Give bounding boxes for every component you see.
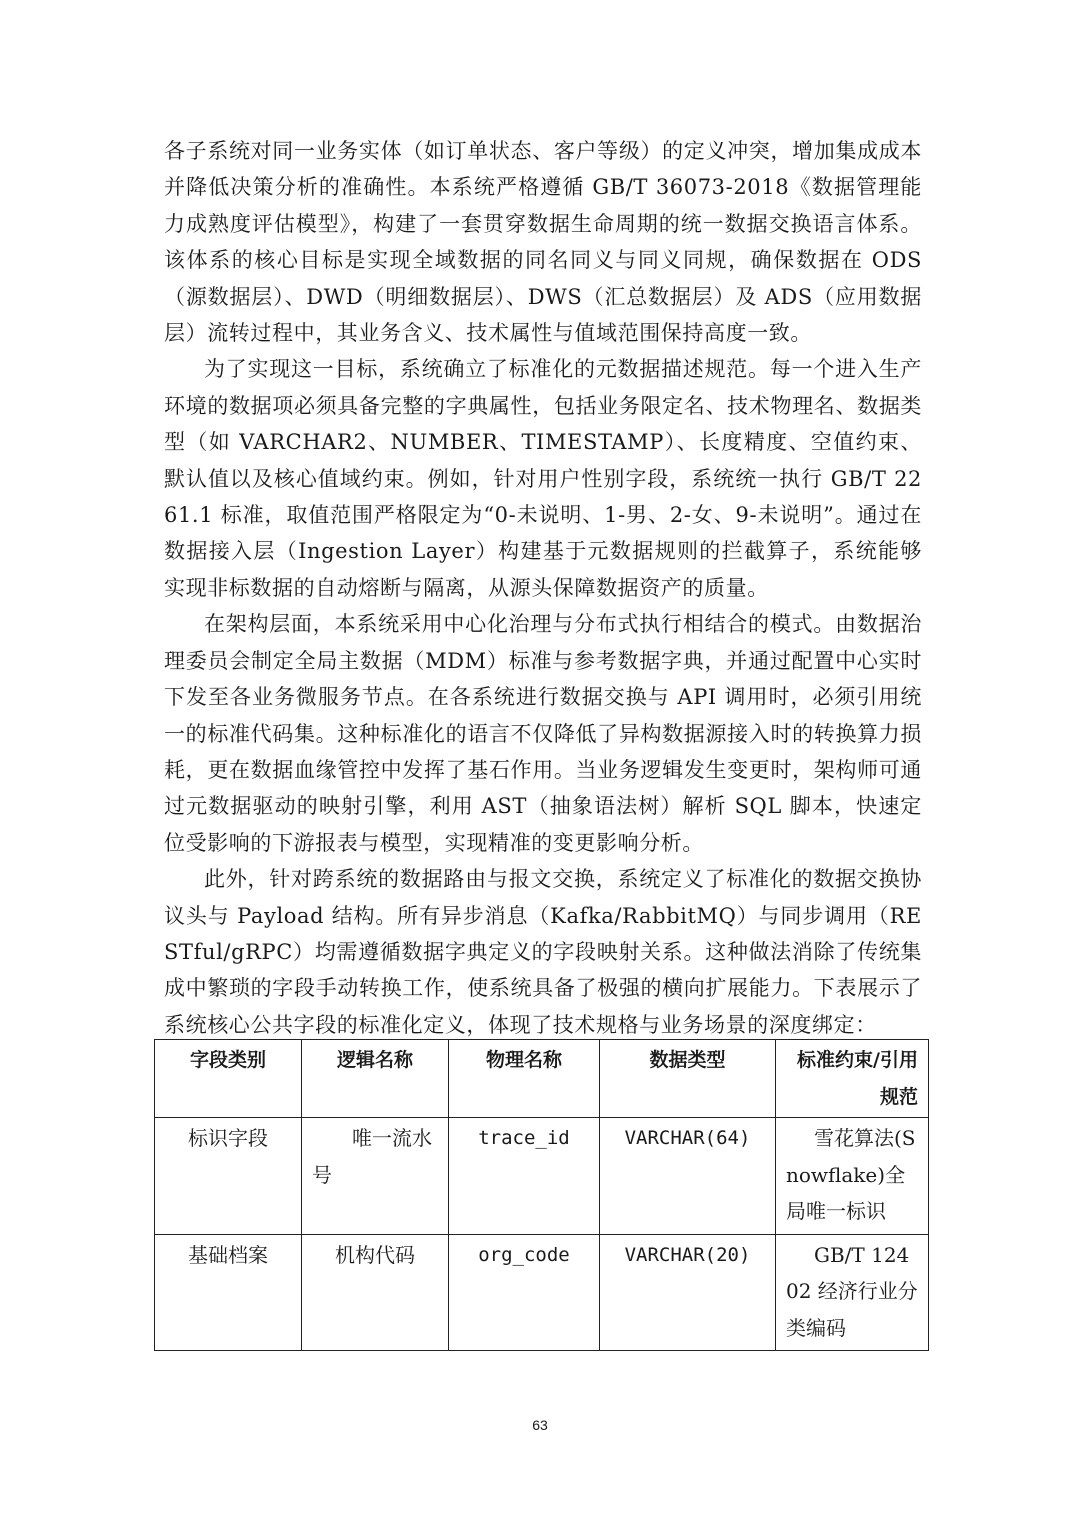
paragraph-3: 在架构层面，本系统采用中心化治理与分布式执行相结合的模式。由数据治理委员会制定全局主数据（MDM）标准与参考数据字典，并通过配置中心实时下发至各业务微服务节点。在各系统进行数据交换与 API 调用时，必须引用统一的标准代码集。这种标准化的语言不仅降低了异构数据源接入时的转换算力损耗，更在数据血缘管控中发挥了基石作用。当业务逻辑发生变更时，架构师可通过元数据驱动的映射引擎，利用 AST（抽象语法树）解析 SQL 脚本，快速定位受影响的下游报表与模型，实现精准的变更影响分析。: [164, 612, 922, 855]
header-logical-name: 逻辑名称: [302, 1040, 449, 1118]
table-cell: GB/T 12402 经济行业分类编码: [776, 1234, 929, 1351]
table-cell: VARCHAR(64): [600, 1118, 776, 1235]
field-standard-table: [154, 1039, 929, 1351]
table-cell: org_code: [449, 1234, 600, 1351]
table-cell: 唯一流水号: [302, 1118, 449, 1235]
table-cell: 雪花算法(Snowflake)全局唯一标识: [776, 1118, 929, 1235]
paragraph-4: 此外，针对跨系统的数据路由与报文交换，系统定义了标准化的数据交换协议头与 Payload 结构。所有异步消息（Kafka/RabbitMQ）与同步调用（RESTful/gRPC）均需遵循数据字典定义的字段映射关系。这种做法消除了传统集成中繁琐的字段手动转换工作，使系统具备了极强的横向扩展能力。下表展示了系统核心公共字段的标准化定义，体现了技术规格与业务场景的深度绑定：: [164, 867, 922, 1037]
paragraph-1: 各子系统对同一业务实体（如订单状态、客户等级）的定义冲突，增加集成成本并降低决策分析的准确性。本系统严格遵循 GB/T 36073-2018《数据管理能力成熟度评估模型》，构建了一套贯穿数据生命周期的统一数据交换语言体系。该体系的核心目标是实现全域数据的同名同义与同义同规，确保数据在 ODS（源数据层）、DWD（明细数据层）、DWS（汇总数据层）及 ADS（应用数据层）流转过程中，其业务含义、技术属性与值域范围保持高度一致。: [164, 139, 922, 346]
table-header-row: [155, 1040, 929, 1118]
page-number: 63: [532, 1417, 548, 1433]
table-cell: 标识字段: [155, 1118, 302, 1235]
table-cell: VARCHAR(20): [600, 1234, 776, 1351]
table-cell: 基础档案: [155, 1234, 302, 1351]
header-constraint: 标准约束/引用规范: [776, 1040, 929, 1118]
header-field-category: 字段类别: [155, 1040, 302, 1118]
table-row: [155, 1234, 929, 1351]
header-physical-name: 物理名称: [449, 1040, 600, 1118]
table-cell: trace_id: [449, 1118, 600, 1235]
paragraph-2: 为了实现这一目标，系统确立了标准化的元数据描述规范。每一个进入生产环境的数据项必须具备完整的字典属性，包括业务限定名、技术物理名、数据类型（如 VARCHAR2、NUMBER、TIMESTAMP）、长度精度、空值约束、默认值以及核心值域约束。例如，针对用户性别字段，系统统一执行 GB/T 2261.1 标准，取值范围严格限定为“0-未说明、1-男、2-女、9-未说明”。通过在数据接入层（Ingestion Layer）构建基于元数据规则的拦截算子，系统能够实现非标数据的自动熔断与隔离，从源头保障数据资产的质量。: [164, 357, 922, 600]
header-data-type: 数据类型: [600, 1040, 776, 1118]
table-cell: 机构代码: [302, 1234, 449, 1351]
document-body: [164, 133, 922, 1043]
table-row: [155, 1118, 929, 1235]
